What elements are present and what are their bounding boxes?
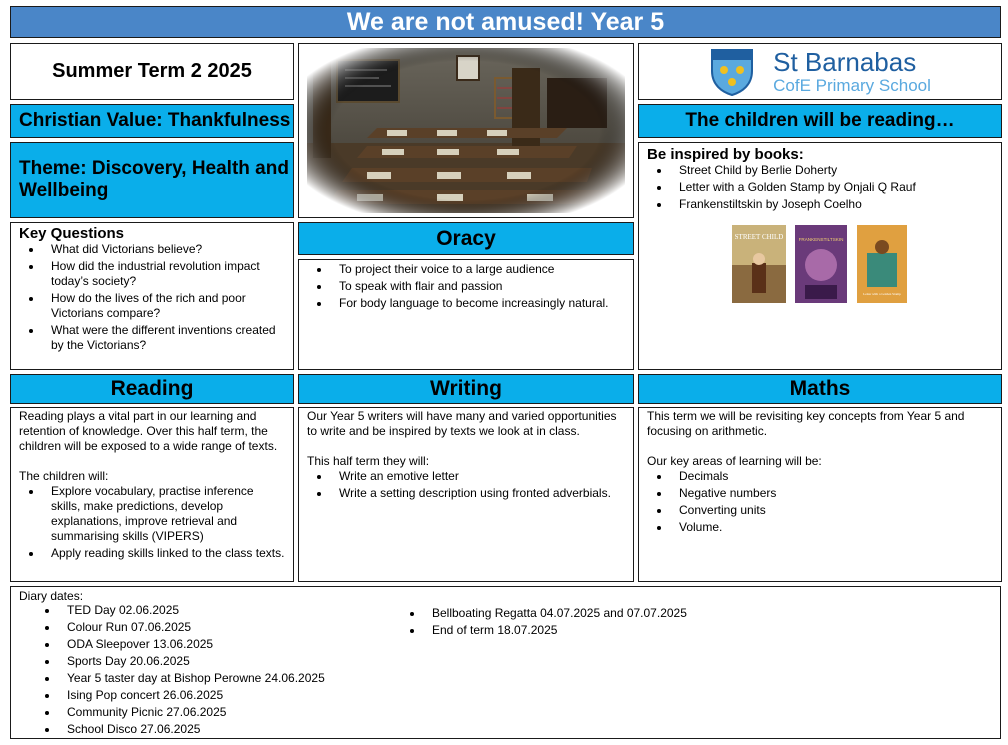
christian-value-label: Christian Value: Thankfulness	[19, 110, 291, 131]
maths-item: • Decimals	[671, 469, 993, 484]
key-question-item: • What were the different inventions created by the Victorians?	[43, 323, 285, 353]
classroom-photo-box	[298, 43, 634, 218]
school-name	[773, 48, 931, 96]
writing-header	[298, 374, 634, 404]
maths-intro: This term we will be revisiting key concepts from Year 5 and focusing on arithmetic.	[647, 409, 965, 438]
reading-list	[19, 484, 285, 561]
oracy-header-text: Oracy	[436, 226, 496, 250]
writing-intro: Our Year 5 writers will have many and varied opportunities to write and be inspired by texts we look at in class.	[307, 409, 617, 438]
victorian-classroom-image	[307, 48, 625, 213]
page-title-text: We are not amused! Year 5	[346, 7, 665, 36]
diary-item: • Sports Day 20.06.2025	[59, 654, 439, 669]
term-label: Summer Term 2 2025	[52, 60, 252, 82]
writing-item: • Write an emotive letter	[331, 469, 625, 484]
oracy-item: • For body language to become increasingly natural.	[331, 296, 633, 311]
reading-header-text: Reading	[110, 377, 194, 400]
reading-item: • Apply reading skills linked to the class texts.	[43, 546, 285, 561]
diary-list-col2	[392, 606, 804, 640]
diary-item: • Ising Pop concert 26.06.2025	[59, 688, 439, 703]
golden-stamp-cover-image	[857, 225, 907, 303]
maths-item: • Negative numbers	[671, 486, 993, 501]
maths-header-text: Maths	[789, 377, 851, 400]
school-logo-box	[638, 43, 1002, 100]
key-question-item: • How did the industrial revolution impact today’s society?	[43, 259, 285, 289]
street-child-cover-image	[732, 225, 786, 303]
diary-item: • ODA Sleepover 13.06.2025	[59, 637, 439, 652]
book-item: • Street Child by Berlie Doherty	[671, 163, 993, 178]
book-covers	[732, 225, 912, 305]
writing-header-text: Writing	[430, 377, 502, 400]
key-questions-title: Key Questions	[19, 225, 125, 242]
children-reading-header	[638, 104, 1002, 138]
children-reading-header-text: The children will be reading…	[685, 110, 955, 131]
books-list	[647, 163, 993, 212]
reading-item: • Explore vocabulary, practise inference skills, make predictions, develop explanations, improve retrieval and summarising skills (VIPERS)	[43, 484, 285, 544]
maths-item: • Volume.	[671, 520, 993, 535]
diary-item: • Colour Run 07.06.2025	[59, 620, 439, 635]
theme-label: Theme: Discovery, Health and Wellbeing	[19, 158, 289, 201]
books-box	[638, 142, 1002, 370]
key-questions-box	[10, 222, 294, 370]
book-item: • Letter with a Golden Stamp by Onjali Q Rauf	[671, 180, 993, 195]
reading-intro: Reading plays a vital part in our learning and retention of knowledge. Over this half term, the children will be exposed to a wide range of texts.	[19, 409, 278, 453]
reading-header	[10, 374, 294, 404]
school-name-line2: CofE Primary School	[773, 75, 931, 95]
diary-item: • School Disco 27.06.2025	[59, 722, 439, 737]
frankenstiltskin-cover-image	[795, 225, 847, 303]
oracy-list	[299, 262, 633, 311]
diary-item: • End of term 18.07.2025	[424, 623, 804, 638]
writing-box	[298, 407, 634, 582]
theme-box	[10, 142, 294, 218]
writing-item: • Write a setting description using fronted adverbials.	[331, 486, 625, 501]
maths-box	[638, 407, 1002, 582]
diary-item: • Community Picnic 27.06.2025	[59, 705, 439, 720]
maths-header	[638, 374, 1002, 404]
page-title	[10, 6, 1001, 38]
diary-item: • Year 5 taster day at Bishop Perowne 24.06.2025	[59, 671, 439, 686]
term-box	[10, 43, 294, 100]
diary-item: • Bellboating Regatta 04.07.2025 and 07.07.2025	[424, 606, 804, 621]
oracy-box	[298, 259, 634, 370]
key-question-item: • How do the lives of the rich and poor Victorians compare?	[43, 291, 285, 321]
key-question-item: • What did Victorians believe?	[43, 242, 285, 257]
diary-dates-box	[10, 586, 1001, 739]
golden-stamp-cover-title: Letter with a Golden Stamp	[863, 292, 901, 296]
writing-list	[307, 469, 625, 501]
writing-lead: This half term they will:	[307, 454, 430, 468]
books-subheading: Be inspired by books:	[647, 146, 804, 163]
reading-lead: The children will:	[19, 469, 109, 483]
maths-item: • Converting units	[671, 503, 993, 518]
diary-title: Diary dates:	[19, 589, 84, 603]
oracy-item: • To speak with flair and passion	[331, 279, 633, 294]
school-crest-icon	[709, 47, 755, 97]
christian-value-box	[10, 104, 294, 138]
diary-list-col1	[27, 603, 439, 739]
oracy-header	[298, 222, 634, 255]
key-questions-list	[19, 242, 285, 353]
maths-lead: Our key areas of learning will be:	[647, 454, 822, 468]
diary-item: • TED Day 02.06.2025	[59, 603, 439, 618]
book-item: • Frankenstiltskin by Joseph Coelho	[671, 197, 993, 212]
street-child-cover-title: STREET CHILD	[734, 233, 784, 241]
school-name-line1: St Barnabas	[773, 46, 917, 77]
maths-list	[647, 469, 993, 535]
reading-box	[10, 407, 294, 582]
frankenstiltskin-cover-title: FRANKENSTILTSKIN	[798, 237, 844, 242]
oracy-item: • To project their voice to a large audience	[331, 262, 633, 277]
